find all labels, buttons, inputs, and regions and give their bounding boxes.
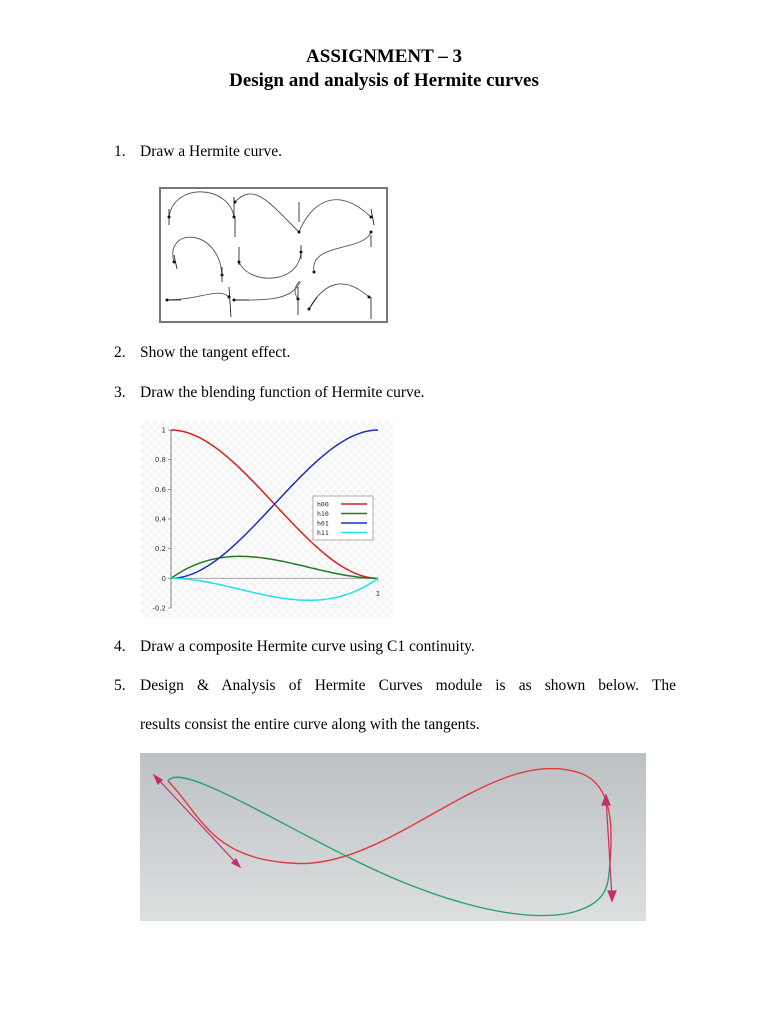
y-tick-label: 0 <box>161 574 166 583</box>
composite-curve-render <box>140 753 646 921</box>
legend-label-h10: h10 <box>317 510 329 518</box>
item-number: 3. <box>114 384 126 401</box>
y-tick-label: 0.4 <box>154 515 166 524</box>
legend-label-h11: h11 <box>317 529 329 537</box>
item-text: Draw a composite Hermite curve using C1 continuity. <box>140 638 475 655</box>
blending-function-chart <box>141 421 394 617</box>
legend-label-h00: h00 <box>317 500 329 509</box>
x-tick-label: 1 <box>375 590 381 599</box>
list-item-2 <box>114 343 290 363</box>
list-item-1 <box>114 142 282 162</box>
list-item-4 <box>114 637 475 657</box>
page-subtitle: Design and analysis of Hermite curves <box>229 70 539 91</box>
item-text: Draw a Hermite curve. <box>140 143 283 160</box>
item-5-line-1: Design & Analysis of Hermite Curves module is as shown below. The <box>140 677 676 694</box>
legend-label-h01: h01 <box>317 519 329 528</box>
item-text: Draw the blending function of Hermite curve. <box>140 384 425 401</box>
y-tick-label: 0.2 <box>154 545 166 554</box>
item-number: 5. <box>114 677 126 694</box>
item-number: 4. <box>114 638 126 655</box>
list-item-3 <box>114 383 425 403</box>
item-number: 1. <box>114 143 126 160</box>
list-item-5 <box>114 676 140 696</box>
y-tick-label: 0.8 <box>154 456 166 465</box>
y-tick-label: 1 <box>161 426 166 435</box>
item-5-line-2: results consist the entire curve along with the tangents. <box>140 716 480 733</box>
hermite-curves-figure <box>159 187 389 324</box>
item-number: 2. <box>114 344 126 361</box>
page-title: ASSIGNMENT – 3 <box>306 46 462 67</box>
item-text: Show the tangent effect. <box>140 344 291 361</box>
y-tick-label: 0.6 <box>154 485 166 494</box>
y-tick-label: -0.2 <box>152 604 166 613</box>
